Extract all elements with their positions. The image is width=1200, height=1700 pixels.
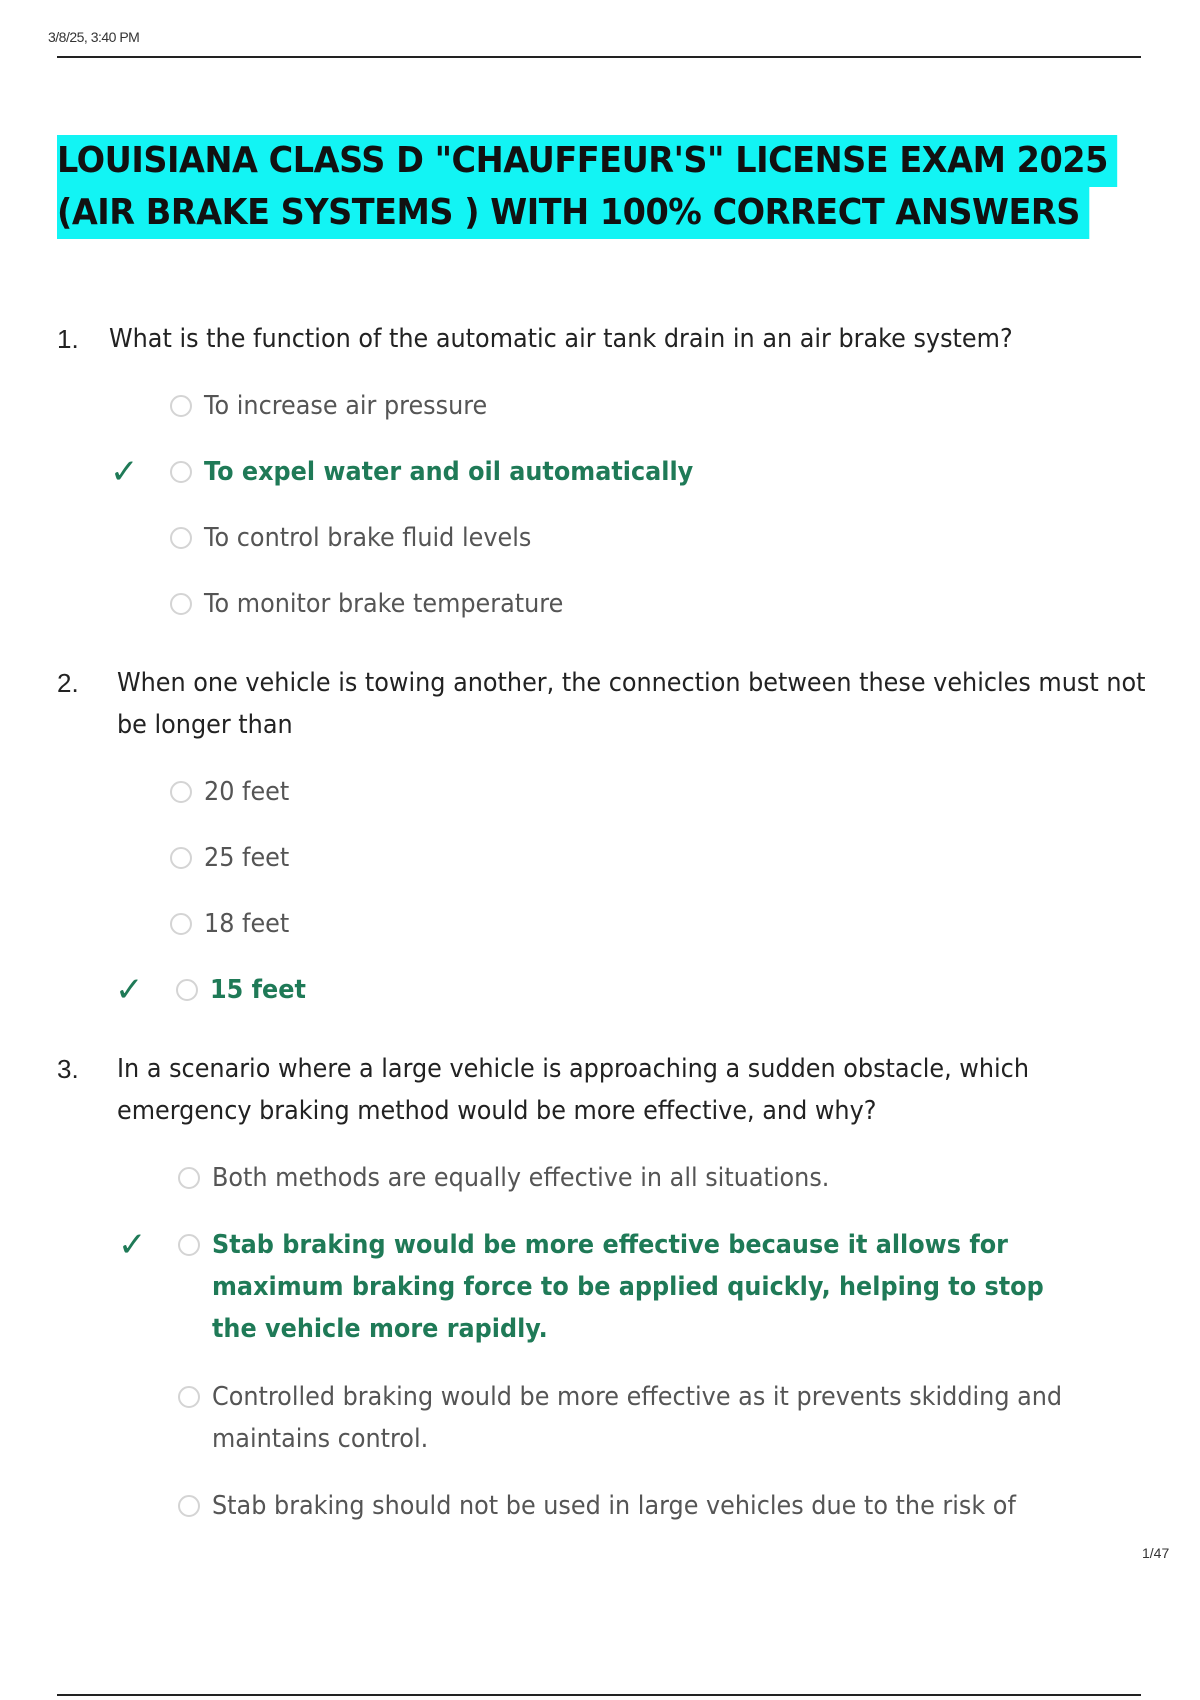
check-icon: ✓	[115, 970, 144, 1010]
option[interactable]: To monitor brake temperature	[170, 583, 595, 625]
question-number: 3.	[57, 1054, 79, 1084]
radio-icon[interactable]	[178, 1495, 200, 1517]
option[interactable]: 25 feet	[170, 837, 297, 879]
option[interactable]: To control brake fluid levels	[170, 517, 560, 559]
option[interactable]: Controlled braking would be more effective as it prevents skidding and maintains control.	[178, 1376, 1188, 1460]
radio-icon[interactable]	[170, 527, 192, 549]
question-text: When one vehicle is towing another, the connection between these vehicles must not be longer than	[117, 668, 1146, 740]
option-correct[interactable]: 15 feet	[176, 969, 314, 1011]
radio-icon[interactable]	[170, 913, 192, 935]
radio-icon[interactable]	[178, 1234, 200, 1256]
page-title	[57, 135, 1197, 239]
radio-icon[interactable]	[178, 1167, 200, 1189]
option[interactable]: 20 feet	[170, 771, 297, 813]
option[interactable]: Stab braking should not be used in large vehicles due to the risk of	[178, 1485, 1200, 1527]
option-correct[interactable]: To expel water and oil automatically	[170, 451, 736, 493]
radio-icon[interactable]	[178, 1386, 200, 1408]
option-correct[interactable]: Stab braking would be more effective because it allows for maximum braking force to be applied quickly, helping to stop the vehicle more rapidly.	[178, 1224, 1168, 1350]
title-line-1: LOUISIANA CLASS D "CHAUFFEUR'S" LICENSE EXAM 2025	[57, 135, 1117, 187]
radio-icon[interactable]	[170, 461, 192, 483]
radio-icon[interactable]	[170, 781, 192, 803]
header-divider	[57, 56, 1141, 58]
question-number: 1.	[57, 324, 79, 354]
check-icon: ✓	[118, 1225, 147, 1265]
question-1	[57, 318, 1157, 360]
print-timestamp: 3/8/25, 3:40 PM	[48, 29, 140, 45]
option[interactable]: Both methods are equally effective in all situations.	[178, 1157, 1178, 1199]
radio-icon[interactable]	[170, 395, 192, 417]
title-line-2: (AIR BRAKE SYSTEMS ) WITH 100% CORRECT ANSWERS	[57, 187, 1089, 239]
question-number: 2.	[57, 668, 79, 698]
page-number: 1/47	[1142, 1545, 1170, 1561]
question-3	[57, 1048, 1157, 1132]
check-icon: ✓	[110, 452, 139, 492]
radio-icon[interactable]	[170, 593, 192, 615]
question-2	[57, 662, 1157, 746]
option[interactable]: 18 feet	[170, 903, 297, 945]
question-text: In a scenario where a large vehicle is approaching a sudden obstacle, which emergency braking method would be more effective, and why?	[117, 1054, 1029, 1126]
question-text: What is the function of the automatic air tank drain in an air brake system?	[109, 324, 1013, 354]
footer-divider	[57, 1694, 1141, 1696]
radio-icon[interactable]	[176, 979, 198, 1001]
radio-icon[interactable]	[170, 847, 192, 869]
option[interactable]: To increase air pressure	[170, 385, 512, 427]
